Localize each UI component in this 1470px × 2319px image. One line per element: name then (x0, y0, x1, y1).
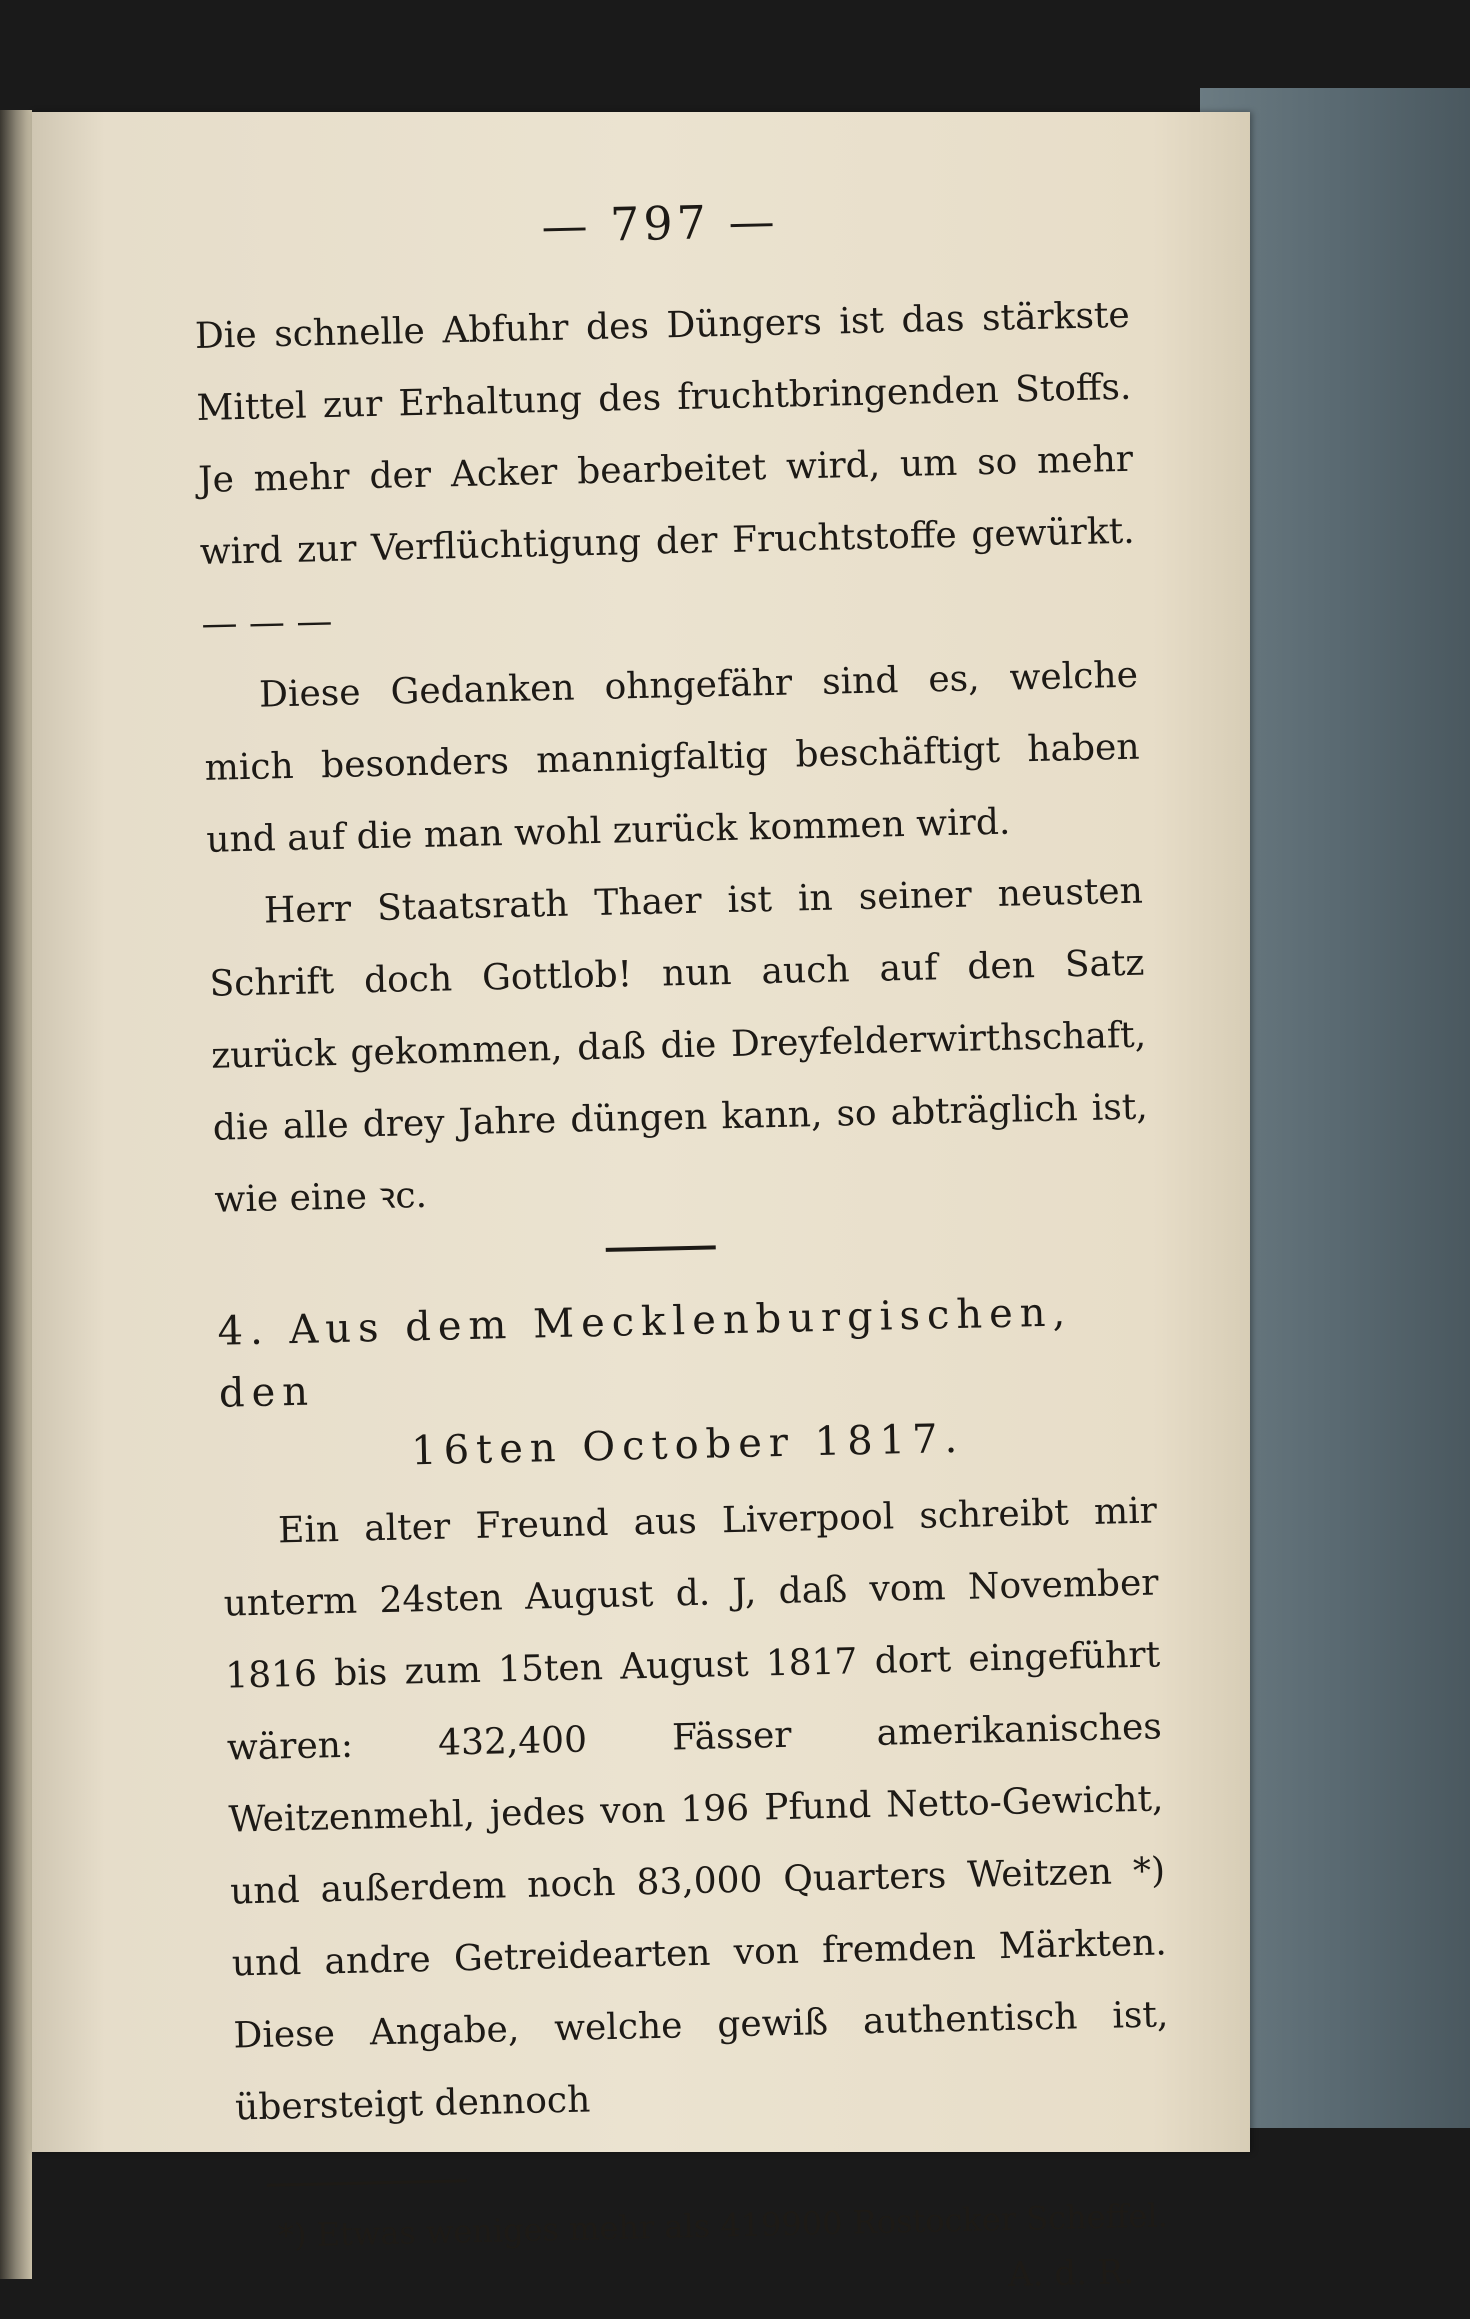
section-divider (606, 1245, 716, 1251)
book-page (32, 112, 1250, 2296)
page-number: — 797 — (540, 193, 780, 254)
section-paragraph: Ein alter Freund aus Liverpool schreibt mir unterm 24sten August d. J, daß vom November 1816 bis zum 15ten August 1817 dort eingeführt wären: 432,400 Fässer amerikanisches Weitzenmehl, jedes von 196 Pfund Netto-Gewicht, und außerdem noch 83,000 Quarters Weitzen *) und andre Getreidearten von fremden Märkten. Diese Angabe, welche gewiß authentisch ist, übersteigt dennoch (223, 1490, 1169, 2129)
footnote: *) Etwas weniges mehr als 419900 Rostocker Scheffel. (277, 2196, 1169, 2255)
paragraph-2: Diese Gedanken ohngefähr sind es, welche mich besonders mannigfaltig beschäftigt haben und auf die man wohl zurück kommen wird. (204, 654, 1140, 861)
section-heading: 4. Aus dem Mecklenburgischen, den (217, 1289, 1073, 1417)
paragraph-3: Herr Staatsrath Thaer ist in seiner neusten Schrift doch Gottlob! nun auch auf den Satz zurück gekommen, daß die Dreyfelderwirthschaft, die alle drey Jahre düngen kann, so abträglich ist, wie eine ꝛc. (209, 870, 1149, 1221)
section-date: 16ten October 1817. (410, 1415, 965, 1475)
footnote-signature: A. d. R. (1007, 2252, 1135, 2296)
footnote-rule (267, 2179, 467, 2187)
paragraph-1: Die schnelle Abfuhr des Düngers ist das stärkste Mittel zur Erhaltung des fruchtbringenden Stoffs. Je mehr der Acker bearbeitet wird, um so mehr wird zur Verflüchtigung der Fruchtstoffe gewürkt. — — — (194, 294, 1136, 645)
previous-page-edge (0, 110, 32, 2279)
page-text-block (192, 186, 1175, 2319)
